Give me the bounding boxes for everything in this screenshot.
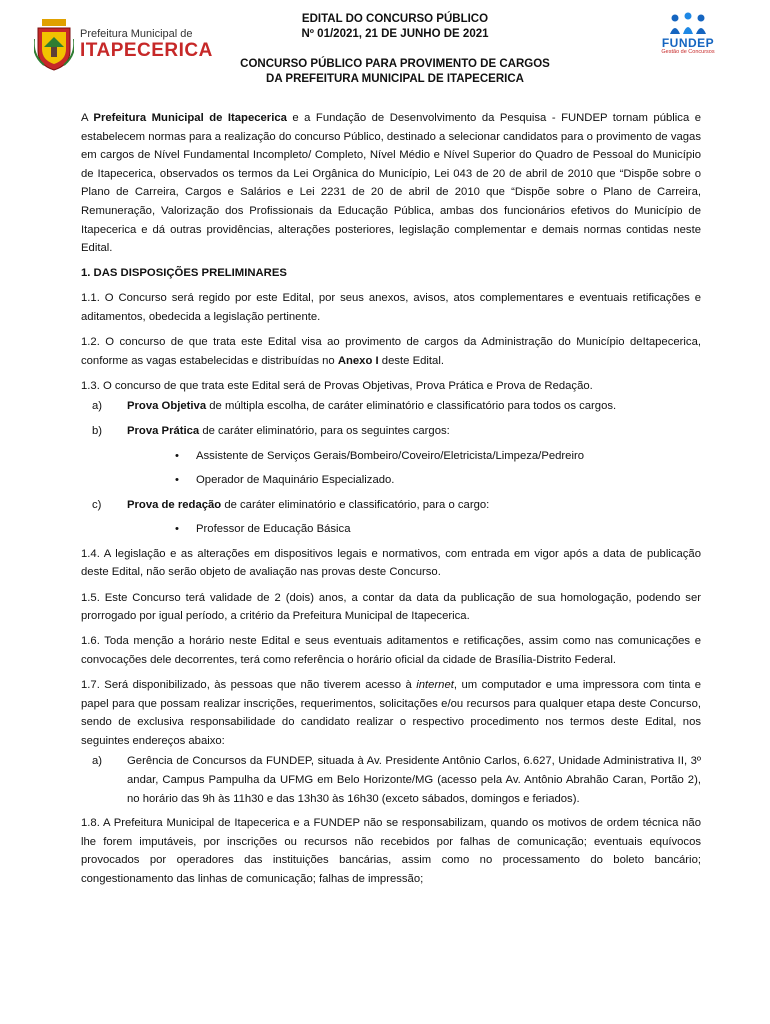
fundep-name: FUNDEP <box>661 36 715 50</box>
list-1-3 <box>81 397 701 539</box>
paragraph-1-4: 1.4. A legislação e as alterações em dispositivos legais e normativos, com entrada em vigor após a data de publicação deste Edital, não serão objeto de avaliação nas provas deste Concurso. <box>81 547 701 579</box>
title-line-4: DA PREFEITURA MUNICIPAL DE ITAPECERICA <box>266 73 524 85</box>
city-crest-icon <box>34 19 74 71</box>
section-heading: 1. DAS DISPOSIÇÕES PRELIMINARES <box>81 267 287 280</box>
prefeitura-logo <box>34 16 213 74</box>
fundep-subtitle: Gestão de Concursos <box>661 49 715 55</box>
document-title <box>200 12 590 87</box>
fundep-people-icon <box>667 12 709 36</box>
paragraph-1-7: 1.7. Será disponibilizado, às pessoas que não tiverem acesso à internet, um computador e uma impressora com tinta e papel para que possam realizar inscrições, requerimentos, solicitações e/ou recursos para qualquer etapa deste Concurso, sendo de exclusiva responsabilidade do candidato realizar o respectivo procedimento nos termos deste Edital, nos seguintes endereços abaixo: <box>81 678 701 747</box>
paragraph-1-3: 1.3. O concurso de que trata este Edital será de Provas Objetivas, Prova Prática e Prova de Redação. <box>81 379 593 392</box>
intro-paragraph: A Prefeitura Municipal de Itapecerica e a Fundação de Desenvolvimento da Pesquisa - FUNDEP tornam pública e estabelecem normas para a realização do concurso Público, destinado a selecionar candidatos para o provimento de vagas em cargos de Nível Fundamental Incompleto/ Completo, Nível Médio e Nível Superior do Quadro de Pessoal do Município de Itapecerica, observados os termos da Lei Orgânica do Município, Lei 043 de 20 de abril de 2010 que “Dispõe sobre o Plano de Carreira, Cargos e Salários e Lei 2231 de 20 de abril de 2010 que “Dispõe sobre o Plano de Carreira, Remuneração, Valorização dos Profissionais da Educação Pública, ambas dos funcionários efetivos do Município de Itapecerica e dá outras providências, alterações posteriores, legislação complementar e demais normas contidas neste Edital. <box>81 112 701 255</box>
list-1-7 <box>81 752 701 808</box>
list-item: a) Prova Objetiva de múltipla escolha, de caráter eliminatório e classificatório para todos os cargos. <box>92 400 617 413</box>
list-item: a) Gerência de Concursos da FUNDEP, situada à Av. Presidente Antônio Carlos, 6.627, Unidade Administrativa II, 3º andar, Campus Pampulha da UFMG em Belo Horizonte/MG (acesso pela Av. Antônio Abrahão Caran, Portão 2), no horário das 9h às 11h30 e das 13h30 às 16h30 (exceto sábados, domingos e feriados). <box>92 755 701 805</box>
paragraph-1-8: 1.8. A Prefeitura Municipal de Itapecerica e a FUNDEP não se responsabilizam, quando os motivos de ordem técnica não lhe forem imputáveis, por inscrições ou recursos não recebidos por falhas de comunicação; eventuais equívocos provocados por operadores das instituições bancárias, assim como no processamento do boleto bancário; congestionamento das linhas de comunicação; falhas de impressão; <box>81 817 701 885</box>
bullet-item: • Assistente de Serviços Gerais/Bombeiro/Coveiro/Eletricista/Limpeza/Pedreiro <box>127 447 701 466</box>
title-line-3: CONCURSO PÚBLICO PARA PROVIMENTO DE CARGOS <box>240 58 550 70</box>
list-item: b) Prova Prática de caráter eliminatório, para os seguintes cargos: • Assistente de Serviços Gerais/Bombeiro/Coveiro/Eletricista/Limpeza/Pedreiro • Operador de Maquinário Especializado. <box>81 422 701 490</box>
logo-left-line1: Prefeitura Municipal de <box>80 28 193 40</box>
paragraph-1-6: 1.6. Toda menção a horário neste Edital e seus eventuais aditamentos e retificações, assim como nas comunicações e convocações dele decorrentes, terá como referência o horário oficial da cidade de Brasília-Distrito Federal. <box>81 635 701 666</box>
document-body <box>81 109 701 895</box>
bullet-icon: • <box>175 474 179 487</box>
paragraph-1-1: 1.1. O Concurso será regido por este Edital, por seus anexos, avisos, atos complementares e eventuais retificações e aditamentos, obedecida a legislação pertinente. <box>81 292 701 323</box>
title-line-1: EDITAL DO CONCURSO PÚBLICO <box>301 13 489 25</box>
logo-left-line2: ITAPECERICA <box>80 40 213 61</box>
bullet-icon: • <box>175 523 179 536</box>
list-item: c) Prova de redação de caráter eliminatório e classificatório, para o cargo: • Professor de Educação Básica <box>81 496 701 539</box>
fundep-logo <box>648 12 728 62</box>
title-line-2: Nº 01/2021, 21 DE JUNHO DE 2021 <box>301 28 489 40</box>
bullet-icon: • <box>175 449 179 462</box>
paragraph-1-5: 1.5. Este Concurso terá validade de 2 (dois) anos, a contar da data da publicação de sua homologação, podendo ser prorrogado por igual período, a critério da Prefeitura Municipal de Itapecerica. <box>81 591 701 623</box>
paragraph-1-2: 1.2. O concurso de que trata este Edital visa ao provimento de cargos da Administração do Município deItapecerica, conforme as vagas estabelecidas e distribuídas no Anexo I deste Edital. <box>81 336 701 367</box>
bullet-item: • Professor de Educação Básica <box>127 520 701 539</box>
bullet-item: • Operador de Maquinário Especializado. <box>127 471 701 490</box>
